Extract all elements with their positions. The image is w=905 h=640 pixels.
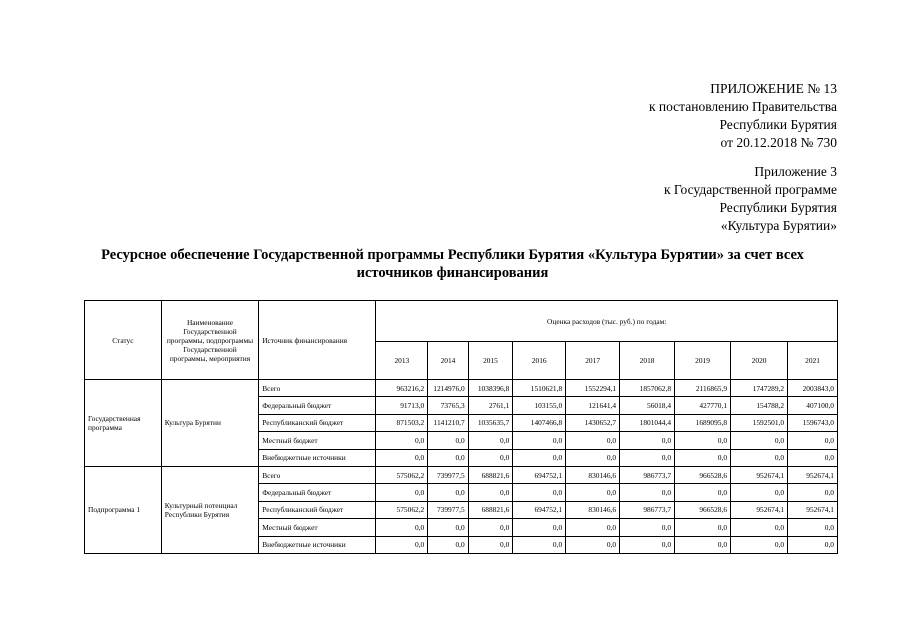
sub-appendix-program: «Культура Бурятии» xyxy=(720,218,837,233)
year-header-cell: 2019 xyxy=(675,342,731,380)
value-cell: 2761,1 xyxy=(468,397,513,414)
value-cell: 694752,1 xyxy=(513,466,566,483)
value-cell: 0,0 xyxy=(468,519,513,536)
source-cell: Федеральный бюджет xyxy=(259,397,376,414)
value-cell: 1038396,8 xyxy=(468,380,513,397)
value-cell: 1592501,0 xyxy=(731,414,788,431)
value-cell: 0,0 xyxy=(468,536,513,553)
year-header-cell: 2013 xyxy=(376,342,428,380)
value-cell: 1035635,7 xyxy=(468,414,513,431)
header-source: Источник финансирования xyxy=(259,301,376,380)
table-header-row xyxy=(85,301,838,342)
value-cell: 0,0 xyxy=(620,449,675,466)
value-cell: 0,0 xyxy=(566,519,620,536)
source-cell: Республиканский бюджет xyxy=(259,414,376,431)
value-cell: 0,0 xyxy=(675,432,731,449)
source-cell: Внебюджетные источники xyxy=(259,449,376,466)
value-cell: 0,0 xyxy=(566,484,620,501)
value-cell: 0,0 xyxy=(468,449,513,466)
value-cell: 0,0 xyxy=(376,484,428,501)
value-cell: 575062,2 xyxy=(376,501,428,518)
value-cell: 0,0 xyxy=(788,484,838,501)
value-cell: 0,0 xyxy=(620,484,675,501)
value-cell: 0,0 xyxy=(731,432,788,449)
value-cell: 0,0 xyxy=(620,432,675,449)
value-cell: 407100,0 xyxy=(788,397,838,414)
value-cell: 0,0 xyxy=(566,536,620,553)
value-cell: 739977,5 xyxy=(428,501,468,518)
value-cell: 0,0 xyxy=(428,519,468,536)
value-cell: 830146,6 xyxy=(566,501,620,518)
value-cell: 0,0 xyxy=(675,484,731,501)
value-cell: 0,0 xyxy=(428,449,468,466)
year-header-cell: 2016 xyxy=(513,342,566,380)
header-estimate: Оценка расходов (тыс. руб.) по годам: xyxy=(376,301,838,342)
value-cell: 1510621,8 xyxy=(513,380,566,397)
sub-appendix-republic: Республики Бурятия xyxy=(719,200,837,215)
status-cell: Государственная программа xyxy=(85,380,162,467)
value-cell: 963216,2 xyxy=(376,380,428,397)
value-cell: 1214976,0 xyxy=(428,380,468,397)
value-cell: 952674,1 xyxy=(731,466,788,483)
table-body xyxy=(85,380,838,554)
financing-table xyxy=(84,300,838,554)
value-cell: 154788,2 xyxy=(731,397,788,414)
value-cell: 2003843,0 xyxy=(788,380,838,397)
sub-appendix-reference: к Государственной программе xyxy=(663,182,837,197)
source-cell: Федеральный бюджет xyxy=(259,484,376,501)
header-status: Статус xyxy=(85,301,162,380)
value-cell: 0,0 xyxy=(788,432,838,449)
value-cell: 0,0 xyxy=(788,519,838,536)
value-cell: 688821,6 xyxy=(468,501,513,518)
value-cell: 1407466,8 xyxy=(513,414,566,431)
value-cell: 0,0 xyxy=(731,484,788,501)
value-cell: 0,0 xyxy=(566,432,620,449)
value-cell: 0,0 xyxy=(428,536,468,553)
value-cell: 1552294,1 xyxy=(566,380,620,397)
value-cell: 1141210,7 xyxy=(428,414,468,431)
source-cell: Всего xyxy=(259,466,376,483)
value-cell: 0,0 xyxy=(376,449,428,466)
document-title xyxy=(60,246,845,282)
year-header-cell: 2014 xyxy=(428,342,468,380)
value-cell: 986773,7 xyxy=(620,466,675,483)
value-cell: 0,0 xyxy=(513,449,566,466)
value-cell: 73765,3 xyxy=(428,397,468,414)
value-cell: 0,0 xyxy=(376,536,428,553)
source-cell: Всего xyxy=(259,380,376,397)
value-cell: 1857062,8 xyxy=(620,380,675,397)
sub-appendix-number: Приложение 3 xyxy=(754,164,837,179)
value-cell: 1689095,8 xyxy=(675,414,731,431)
value-cell: 0,0 xyxy=(675,519,731,536)
value-cell: 952674,1 xyxy=(788,501,838,518)
value-cell: 952674,1 xyxy=(788,466,838,483)
value-cell: 0,0 xyxy=(513,432,566,449)
value-cell: 0,0 xyxy=(468,484,513,501)
source-cell: Внебюджетные источники xyxy=(259,536,376,553)
source-cell: Республиканский бюджет xyxy=(259,501,376,518)
program-name-cell: Культура Бурятии xyxy=(161,380,258,467)
value-cell: 1747289,2 xyxy=(731,380,788,397)
source-cell: Местный бюджет xyxy=(259,519,376,536)
value-cell: 694752,1 xyxy=(513,501,566,518)
value-cell: 427770,1 xyxy=(675,397,731,414)
appendix-date: от 20.12.2018 № 730 xyxy=(720,135,837,150)
value-cell: 871503,2 xyxy=(376,414,428,431)
value-cell: 2116865,9 xyxy=(675,380,731,397)
value-cell: 56018,4 xyxy=(620,397,675,414)
value-cell: 0,0 xyxy=(513,484,566,501)
appendix-republic: Республики Бурятия xyxy=(719,117,837,132)
value-cell: 0,0 xyxy=(513,519,566,536)
value-cell: 830146,6 xyxy=(566,466,620,483)
value-cell: 0,0 xyxy=(566,449,620,466)
value-cell: 103155,0 xyxy=(513,397,566,414)
year-header-cell: 2018 xyxy=(620,342,675,380)
value-cell: 0,0 xyxy=(788,449,838,466)
appendix-sub-block xyxy=(664,163,837,235)
value-cell: 121641,4 xyxy=(566,397,620,414)
table-row xyxy=(85,380,838,397)
value-cell: 0,0 xyxy=(731,519,788,536)
value-cell: 986773,7 xyxy=(620,501,675,518)
appendix-number: ПРИЛОЖЕНИЕ № 13 xyxy=(710,81,837,96)
value-cell: 0,0 xyxy=(731,449,788,466)
value-cell: 0,0 xyxy=(428,484,468,501)
appendix-reference: к постановлению Правительства xyxy=(648,99,837,114)
value-cell: 966528,6 xyxy=(675,501,731,518)
value-cell: 0,0 xyxy=(513,536,566,553)
value-cell: 0,0 xyxy=(376,432,428,449)
value-cell: 0,0 xyxy=(675,536,731,553)
value-cell: 91713,0 xyxy=(376,397,428,414)
year-header-cell: 2020 xyxy=(731,342,788,380)
header-name: Наименование Государственной программы, подпрограммы Государственной программы, мероприятия xyxy=(161,301,258,380)
value-cell: 0,0 xyxy=(731,536,788,553)
source-cell: Местный бюджет xyxy=(259,432,376,449)
value-cell: 0,0 xyxy=(468,432,513,449)
document-title-line1: Ресурсное обеспечение Государственной программы Республики Бурятия «Культура Бурятии» за счет всех xyxy=(101,247,804,263)
value-cell: 0,0 xyxy=(620,536,675,553)
status-cell: Подпрограмма 1 xyxy=(85,466,162,553)
value-cell: 952674,1 xyxy=(731,501,788,518)
value-cell: 739977,5 xyxy=(428,466,468,483)
year-header-cell: 2015 xyxy=(468,342,513,380)
table-row xyxy=(85,466,838,483)
value-cell: 1430652,7 xyxy=(566,414,620,431)
value-cell: 0,0 xyxy=(620,519,675,536)
value-cell: 0,0 xyxy=(376,519,428,536)
value-cell: 0,0 xyxy=(675,449,731,466)
year-header-cell: 2017 xyxy=(566,342,620,380)
value-cell: 688821,6 xyxy=(468,466,513,483)
value-cell: 575062,2 xyxy=(376,466,428,483)
value-cell: 966528,6 xyxy=(675,466,731,483)
program-name-cell: Культурный потенциал Республики Бурятия xyxy=(161,466,258,553)
value-cell: 0,0 xyxy=(788,536,838,553)
year-header-cell: 2021 xyxy=(788,342,838,380)
appendix-main-block xyxy=(649,80,837,152)
value-cell: 1801044,4 xyxy=(620,414,675,431)
document-title-line2: источников финансирования xyxy=(356,265,549,281)
value-cell: 0,0 xyxy=(428,432,468,449)
value-cell: 1596743,0 xyxy=(788,414,838,431)
